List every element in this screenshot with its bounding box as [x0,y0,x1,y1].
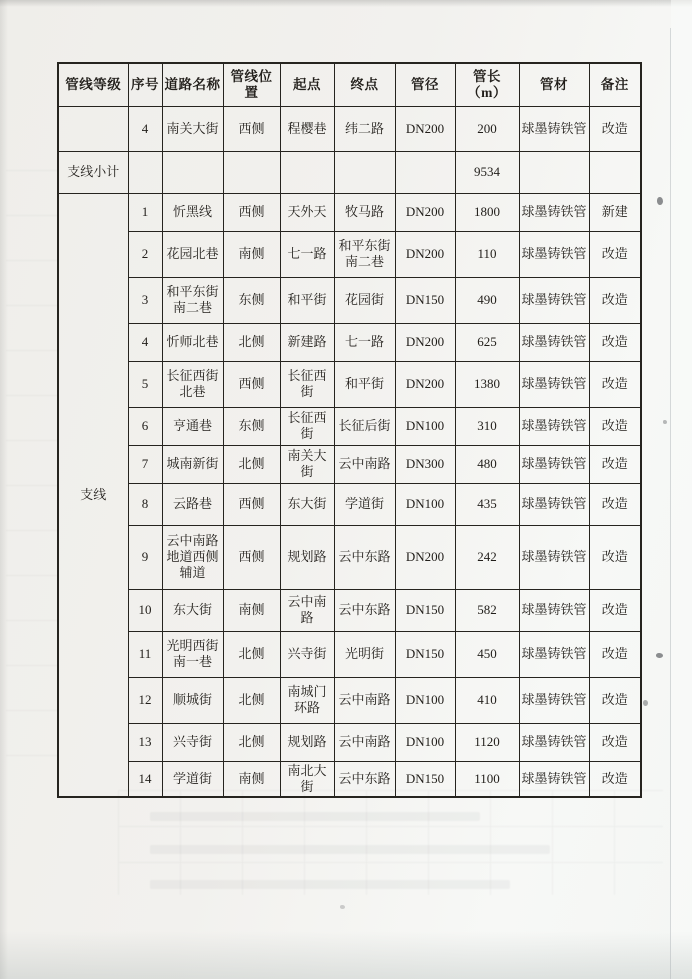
cell-mat: 球墨铸铁管 [519,193,589,231]
cell-note: 改造 [589,525,641,589]
cell-note: 改造 [589,106,641,151]
cell-road: 城南新街 [162,445,223,483]
cell-mat: 球墨铸铁管 [519,631,589,677]
table-row [58,323,641,361]
cell-note: 改造 [589,761,641,797]
cell-side: 西侧 [223,361,280,407]
cell-no: 7 [128,445,162,483]
cell-subtotal-label: 支线小计 [58,151,128,193]
cell-note: 改造 [589,723,641,761]
cell-start: 云中南路 [280,589,334,631]
table-header-row [58,63,641,106]
cell-end [334,151,395,193]
cell-len: 1380 [455,361,519,407]
cell-end: 光明街 [334,631,395,677]
cell-no: 8 [128,483,162,525]
cell-no: 14 [128,761,162,797]
cell-start: 东大街 [280,483,334,525]
cell-dn: DN200 [395,231,455,277]
cell-no: 4 [128,106,162,151]
cell-end: 和平街 [334,361,395,407]
header-remark: 备注 [589,63,641,106]
cell-side: 南侧 [223,761,280,797]
cell-len: 435 [455,483,519,525]
header-pipe-material: 管材 [519,63,589,106]
cell-section-label: 支线 [58,193,128,797]
table-row [58,483,641,525]
header-road-name: 道路名称 [162,63,223,106]
cell-side: 东侧 [223,277,280,323]
cell-no: 4 [128,323,162,361]
header-pipeline-grade: 管线等级 [58,63,128,106]
cell-note: 改造 [589,231,641,277]
cell-road: 顺城街 [162,677,223,723]
cell-start: 程樱巷 [280,106,334,151]
cell-side: 西侧 [223,106,280,151]
cell-note [589,151,641,193]
table-row [58,723,641,761]
cell-start: 新建路 [280,323,334,361]
cell-side: 东侧 [223,407,280,445]
cell-side: 南侧 [223,589,280,631]
cell-end: 云中南路 [334,723,395,761]
header-pipe-length: 管长（m） [455,63,519,106]
cell-end: 云中南路 [334,677,395,723]
cell-dn: DN200 [395,106,455,151]
cell-dn: DN150 [395,589,455,631]
header-end-point: 终点 [334,63,395,106]
cell-no: 11 [128,631,162,677]
cell-start [280,151,334,193]
scan-bottom-shadow [0,931,692,979]
header-serial-no: 序号 [128,63,162,106]
cell-side: 北侧 [223,677,280,723]
table-row-subtotal [58,151,641,193]
cell-end: 长征后街 [334,407,395,445]
cell-end: 云中东路 [334,761,395,797]
cell-dn: DN200 [395,323,455,361]
cell-start: 南关大街 [280,445,334,483]
cell-no: 6 [128,407,162,445]
cell-road: 亨通巷 [162,407,223,445]
table-row [58,631,641,677]
cell-road: 忻黑线 [162,193,223,231]
cell-len: 1100 [455,761,519,797]
cell-note: 改造 [589,589,641,631]
cell-len: 200 [455,106,519,151]
cell-dn: DN150 [395,761,455,797]
table-row [58,525,641,589]
cell-note: 改造 [589,677,641,723]
page-edge-line [670,28,671,979]
cell-road: 花园北巷 [162,231,223,277]
cell-grade [58,106,128,151]
bleed-through-text [150,880,510,889]
cell-note: 新建 [589,193,641,231]
header-start-point: 起点 [280,63,334,106]
cell-road: 云路巷 [162,483,223,525]
cell-dn: DN100 [395,677,455,723]
cell-note: 改造 [589,631,641,677]
table-row [58,589,641,631]
cell-dn: DN150 [395,277,455,323]
cell-side: 北侧 [223,323,280,361]
cell-road: 南关大街 [162,106,223,151]
cell-road: 忻师北巷 [162,323,223,361]
cell-side: 南侧 [223,231,280,277]
cell-start: 长征西街 [280,407,334,445]
cell-road: 兴寺街 [162,723,223,761]
cell-side: 北侧 [223,631,280,677]
header-pipe-diameter: 管径 [395,63,455,106]
cell-no: 10 [128,589,162,631]
table-row [58,761,641,797]
cell-dn [395,151,455,193]
cell-road: 学道街 [162,761,223,797]
scan-speck [340,905,345,909]
pipeline-table [57,62,642,798]
cell-mat: 球墨铸铁管 [519,761,589,797]
cell-len: 625 [455,323,519,361]
table-row [58,277,641,323]
cell-no: 12 [128,677,162,723]
cell-note: 改造 [589,483,641,525]
cell-road: 云中南路地道西侧辅道 [162,525,223,589]
cell-note: 改造 [589,445,641,483]
scan-speck [643,700,648,706]
cell-mat: 球墨铸铁管 [519,589,589,631]
table-row-carryover [58,106,641,151]
cell-note: 改造 [589,361,641,407]
cell-len: 310 [455,407,519,445]
cell-mat: 球墨铸铁管 [519,723,589,761]
scan-speck [663,420,667,424]
scan-left-edge [0,0,8,979]
cell-end: 花园街 [334,277,395,323]
scan-speck [656,653,663,658]
cell-end: 云中东路 [334,525,395,589]
cell-len: 582 [455,589,519,631]
cell-road: 光明西街南一巷 [162,631,223,677]
cell-start: 和平街 [280,277,334,323]
cell-road: 东大街 [162,589,223,631]
cell-len: 490 [455,277,519,323]
cell-no: 1 [128,193,162,231]
scan-speck [657,197,663,205]
cell-dn: DN200 [395,525,455,589]
cell-mat: 球墨铸铁管 [519,407,589,445]
cell-end: 七一路 [334,323,395,361]
bleed-through-text [150,812,480,821]
cell-end: 纬二路 [334,106,395,151]
cell-note: 改造 [589,277,641,323]
cell-dn: DN100 [395,723,455,761]
table-row [58,407,641,445]
cell-start: 七一路 [280,231,334,277]
cell-no: 3 [128,277,162,323]
cell-start: 天外天 [280,193,334,231]
cell-start: 兴寺街 [280,631,334,677]
cell-len: 480 [455,445,519,483]
cell-len: 1120 [455,723,519,761]
cell-end: 云中南路 [334,445,395,483]
cell-road: 长征西街北巷 [162,361,223,407]
cell-side: 北侧 [223,445,280,483]
cell-no: 9 [128,525,162,589]
cell-dn: DN300 [395,445,455,483]
cell-len: 450 [455,631,519,677]
cell-no: 13 [128,723,162,761]
cell-dn: DN200 [395,361,455,407]
cell-side: 西侧 [223,525,280,589]
cell-start: 南北大街 [280,761,334,797]
cell-start: 规划路 [280,723,334,761]
cell-road: 和平东街南二巷 [162,277,223,323]
cell-mat: 球墨铸铁管 [519,483,589,525]
cell-mat: 球墨铸铁管 [519,445,589,483]
cell-mat: 球墨铸铁管 [519,277,589,323]
cell-start: 南城门环路 [280,677,334,723]
cell-mat: 球墨铸铁管 [519,231,589,277]
cell-side: 西侧 [223,193,280,231]
table-row [58,445,641,483]
bleed-through-left [6,170,58,790]
cell-mat [519,151,589,193]
cell-len: 1800 [455,193,519,231]
cell-subtotal-length: 9534 [455,151,519,193]
bleed-through-grid [118,790,663,895]
cell-side: 北侧 [223,723,280,761]
cell-mat: 球墨铸铁管 [519,106,589,151]
cell-dn: DN100 [395,407,455,445]
cell-start: 长征西街 [280,361,334,407]
cell-dn: DN100 [395,483,455,525]
cell-side: 西侧 [223,483,280,525]
table-row [58,193,641,231]
cell-note: 改造 [589,407,641,445]
cell-len: 110 [455,231,519,277]
table-row [58,677,641,723]
cell-end: 学道街 [334,483,395,525]
scan-right-margin [671,0,692,979]
cell-end: 牧马路 [334,193,395,231]
cell-end: 云中东路 [334,589,395,631]
cell-dn: DN150 [395,631,455,677]
cell-note: 改造 [589,323,641,361]
table-row [58,231,641,277]
bleed-through-text [150,845,550,854]
cell-no: 2 [128,231,162,277]
cell-start: 规划路 [280,525,334,589]
cell-no: 5 [128,361,162,407]
cell-mat: 球墨铸铁管 [519,361,589,407]
cell-len: 410 [455,677,519,723]
cell-road [162,151,223,193]
cell-side [223,151,280,193]
cell-no [128,151,162,193]
table-row [58,361,641,407]
scan-top-edge [0,0,692,7]
cell-len: 242 [455,525,519,589]
cell-end: 和平东街南二巷 [334,231,395,277]
cell-dn: DN200 [395,193,455,231]
cell-mat: 球墨铸铁管 [519,677,589,723]
cell-mat: 球墨铸铁管 [519,323,589,361]
header-pipeline-position: 管线位置 [223,63,280,106]
cell-mat: 球墨铸铁管 [519,525,589,589]
